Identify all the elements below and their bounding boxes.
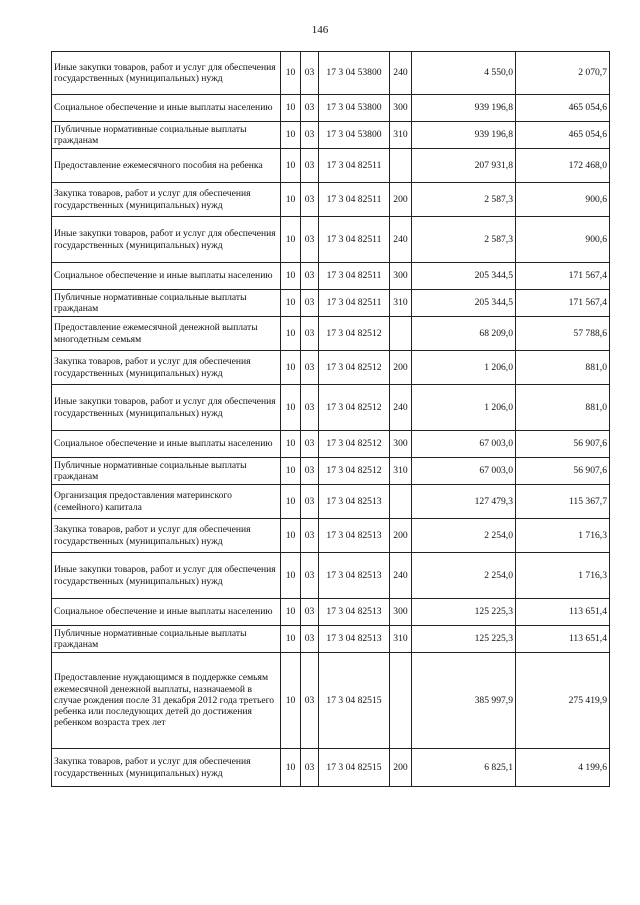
- cell-target-article: 17 3 04 82512: [319, 458, 390, 485]
- cell-amount-executed: 172 468,0: [516, 149, 610, 183]
- cell-target-article: 17 3 04 82511: [319, 149, 390, 183]
- cell-expense-type: 240: [390, 217, 412, 263]
- table-row: [52, 149, 610, 183]
- cell-subsection: 03: [301, 52, 319, 95]
- cell-expense-type: 310: [390, 290, 412, 317]
- cell-amount-executed: 57 788,6: [516, 317, 610, 351]
- cell-subsection: 03: [301, 263, 319, 290]
- cell-name: Организация предоставления материнского (семейного) капитала: [52, 485, 281, 519]
- cell-subsection: 03: [301, 351, 319, 385]
- cell-subsection: 03: [301, 458, 319, 485]
- cell-expense-type: 300: [390, 95, 412, 122]
- cell-amount-planned: 2 587,3: [412, 217, 516, 263]
- cell-amount-planned: 127 479,3: [412, 485, 516, 519]
- cell-amount-executed: 115 367,7: [516, 485, 610, 519]
- table-row: [52, 263, 610, 290]
- table-row: [52, 749, 610, 787]
- cell-amount-planned: 68 209,0: [412, 317, 516, 351]
- cell-section: 10: [281, 122, 301, 149]
- cell-name: Иные закупки товаров, работ и услуг для обеспечения государственных (муниципальных) нужд: [52, 52, 281, 95]
- cell-expense-type: 240: [390, 385, 412, 431]
- cell-subsection: 03: [301, 122, 319, 149]
- cell-subsection: 03: [301, 290, 319, 317]
- cell-target-article: 17 3 04 82512: [319, 351, 390, 385]
- cell-subsection: 03: [301, 553, 319, 599]
- cell-section: 10: [281, 217, 301, 263]
- table-row: [52, 317, 610, 351]
- table-row: [52, 626, 610, 653]
- cell-amount-executed: 881,0: [516, 351, 610, 385]
- cell-amount-planned: 207 931,8: [412, 149, 516, 183]
- table-row: [52, 95, 610, 122]
- table-row: [52, 458, 610, 485]
- cell-amount-planned: 385 997,9: [412, 653, 516, 749]
- cell-name: Закупка товаров, работ и услуг для обеспечения государственных (муниципальных) нужд: [52, 519, 281, 553]
- cell-section: 10: [281, 52, 301, 95]
- cell-target-article: 17 3 04 82513: [319, 519, 390, 553]
- cell-name: Публичные нормативные социальные выплаты гражданам: [52, 458, 281, 485]
- cell-name: Закупка товаров, работ и услуг для обеспечения государственных (муниципальных) нужд: [52, 351, 281, 385]
- cell-section: 10: [281, 183, 301, 217]
- table-row: [52, 653, 610, 749]
- cell-amount-executed: 900,6: [516, 183, 610, 217]
- cell-target-article: 17 3 04 82515: [319, 653, 390, 749]
- cell-amount-planned: 1 206,0: [412, 351, 516, 385]
- cell-target-article: 17 3 04 53800: [319, 95, 390, 122]
- cell-name: Социальное обеспечение и иные выплаты населению: [52, 95, 281, 122]
- cell-amount-planned: 125 225,3: [412, 599, 516, 626]
- cell-target-article: 17 3 04 82513: [319, 485, 390, 519]
- table-row: [52, 485, 610, 519]
- cell-section: 10: [281, 485, 301, 519]
- cell-amount-planned: 2 254,0: [412, 519, 516, 553]
- cell-amount-executed: 56 907,6: [516, 458, 610, 485]
- cell-section: 10: [281, 385, 301, 431]
- table-row: [52, 351, 610, 385]
- cell-amount-planned: 6 825,1: [412, 749, 516, 787]
- cell-section: 10: [281, 290, 301, 317]
- cell-amount-executed: 56 907,6: [516, 431, 610, 458]
- table-row: [52, 52, 610, 95]
- cell-subsection: 03: [301, 317, 319, 351]
- cell-expense-type: [390, 653, 412, 749]
- cell-subsection: 03: [301, 749, 319, 787]
- cell-name: Социальное обеспечение и иные выплаты населению: [52, 599, 281, 626]
- cell-expense-type: 300: [390, 431, 412, 458]
- cell-amount-planned: 939 196,8: [412, 122, 516, 149]
- cell-amount-planned: 67 003,0: [412, 431, 516, 458]
- cell-target-article: 17 3 04 82511: [319, 290, 390, 317]
- cell-amount-planned: 67 003,0: [412, 458, 516, 485]
- cell-subsection: 03: [301, 431, 319, 458]
- table-row: [52, 122, 610, 149]
- cell-section: 10: [281, 431, 301, 458]
- cell-expense-type: 310: [390, 626, 412, 653]
- cell-target-article: 17 3 04 82513: [319, 626, 390, 653]
- cell-expense-type: 300: [390, 263, 412, 290]
- cell-section: 10: [281, 317, 301, 351]
- cell-name: Иные закупки товаров, работ и услуг для обеспечения государственных (муниципальных) нужд: [52, 385, 281, 431]
- cell-amount-executed: 900,6: [516, 217, 610, 263]
- table-row: [52, 519, 610, 553]
- cell-section: 10: [281, 458, 301, 485]
- table-row: [52, 183, 610, 217]
- cell-amount-executed: 171 567,4: [516, 290, 610, 317]
- cell-amount-executed: 2 070,7: [516, 52, 610, 95]
- cell-expense-type: 200: [390, 749, 412, 787]
- table-row: [52, 385, 610, 431]
- cell-expense-type: [390, 149, 412, 183]
- cell-amount-executed: 113 651,4: [516, 599, 610, 626]
- cell-amount-executed: 465 054,6: [516, 95, 610, 122]
- cell-subsection: 03: [301, 599, 319, 626]
- cell-expense-type: 200: [390, 183, 412, 217]
- table-body: [52, 52, 610, 787]
- cell-amount-planned: 205 344,5: [412, 263, 516, 290]
- cell-section: 10: [281, 599, 301, 626]
- cell-amount-executed: 465 054,6: [516, 122, 610, 149]
- cell-name: Иные закупки товаров, работ и услуг для обеспечения государственных (муниципальных) нужд: [52, 217, 281, 263]
- cell-target-article: 17 3 04 82513: [319, 553, 390, 599]
- cell-name: Предоставление ежемесячного пособия на ребенка: [52, 149, 281, 183]
- cell-amount-executed: 4 199,6: [516, 749, 610, 787]
- cell-amount-planned: 2 254,0: [412, 553, 516, 599]
- cell-amount-planned: 125 225,3: [412, 626, 516, 653]
- cell-expense-type: [390, 317, 412, 351]
- cell-section: 10: [281, 626, 301, 653]
- table-row: [52, 290, 610, 317]
- cell-name: Иные закупки товаров, работ и услуг для обеспечения государственных (муниципальных) нужд: [52, 553, 281, 599]
- cell-subsection: 03: [301, 183, 319, 217]
- cell-amount-executed: 1 716,3: [516, 553, 610, 599]
- cell-amount-executed: 881,0: [516, 385, 610, 431]
- cell-section: 10: [281, 351, 301, 385]
- table-row: [52, 553, 610, 599]
- cell-target-article: 17 3 04 82512: [319, 385, 390, 431]
- cell-section: 10: [281, 263, 301, 290]
- cell-name: Социальное обеспечение и иные выплаты населению: [52, 263, 281, 290]
- cell-expense-type: 240: [390, 553, 412, 599]
- cell-expense-type: 300: [390, 599, 412, 626]
- cell-target-article: 17 3 04 53800: [319, 52, 390, 95]
- cell-section: 10: [281, 749, 301, 787]
- cell-section: 10: [281, 95, 301, 122]
- cell-amount-planned: 205 344,5: [412, 290, 516, 317]
- cell-name: Предоставление нуждающимся в поддержке семьям ежемесячной денежной выплаты, назначаемой в случае рождения после 31 декабря 2012 года третьего ребенка или последующих детей до достижения ребенком возраста трех лет: [52, 653, 281, 749]
- table-row: [52, 431, 610, 458]
- cell-subsection: 03: [301, 149, 319, 183]
- cell-amount-executed: 275 419,9: [516, 653, 610, 749]
- cell-name: Социальное обеспечение и иные выплаты населению: [52, 431, 281, 458]
- cell-name: Публичные нормативные социальные выплаты гражданам: [52, 290, 281, 317]
- cell-target-article: 17 3 04 82511: [319, 183, 390, 217]
- cell-target-article: 17 3 04 82513: [319, 599, 390, 626]
- cell-target-article: 17 3 04 82511: [319, 217, 390, 263]
- cell-amount-planned: 2 587,3: [412, 183, 516, 217]
- cell-expense-type: 310: [390, 458, 412, 485]
- cell-subsection: 03: [301, 485, 319, 519]
- cell-name: Закупка товаров, работ и услуг для обеспечения государственных (муниципальных) нужд: [52, 183, 281, 217]
- page-number: 146: [311, 24, 329, 36]
- cell-expense-type: 240: [390, 52, 412, 95]
- cell-expense-type: 310: [390, 122, 412, 149]
- cell-amount-planned: 1 206,0: [412, 385, 516, 431]
- cell-amount-executed: 113 651,4: [516, 626, 610, 653]
- cell-section: 10: [281, 653, 301, 749]
- cell-subsection: 03: [301, 385, 319, 431]
- cell-subsection: 03: [301, 217, 319, 263]
- cell-subsection: 03: [301, 95, 319, 122]
- cell-amount-executed: 1 716,3: [516, 519, 610, 553]
- cell-subsection: 03: [301, 519, 319, 553]
- budget-table: [51, 51, 610, 787]
- cell-name: Публичные нормативные социальные выплаты гражданам: [52, 122, 281, 149]
- cell-expense-type: 200: [390, 519, 412, 553]
- cell-section: 10: [281, 519, 301, 553]
- table-row: [52, 217, 610, 263]
- cell-amount-executed: 171 567,4: [516, 263, 610, 290]
- cell-subsection: 03: [301, 626, 319, 653]
- cell-amount-planned: 4 550,0: [412, 52, 516, 95]
- cell-name: Публичные нормативные социальные выплаты гражданам: [52, 626, 281, 653]
- cell-section: 10: [281, 553, 301, 599]
- cell-expense-type: [390, 485, 412, 519]
- cell-name: Закупка товаров, работ и услуг для обеспечения государственных (муниципальных) нужд: [52, 749, 281, 787]
- cell-expense-type: 200: [390, 351, 412, 385]
- cell-target-article: 17 3 04 82512: [319, 431, 390, 458]
- cell-section: 10: [281, 149, 301, 183]
- cell-target-article: 17 3 04 53800: [319, 122, 390, 149]
- cell-target-article: 17 3 04 82515: [319, 749, 390, 787]
- cell-name: Предоставление ежемесячной денежной выплаты многодетным семьям: [52, 317, 281, 351]
- cell-target-article: 17 3 04 82511: [319, 263, 390, 290]
- cell-amount-planned: 939 196,8: [412, 95, 516, 122]
- cell-target-article: 17 3 04 82512: [319, 317, 390, 351]
- table-row: [52, 599, 610, 626]
- cell-subsection: 03: [301, 653, 319, 749]
